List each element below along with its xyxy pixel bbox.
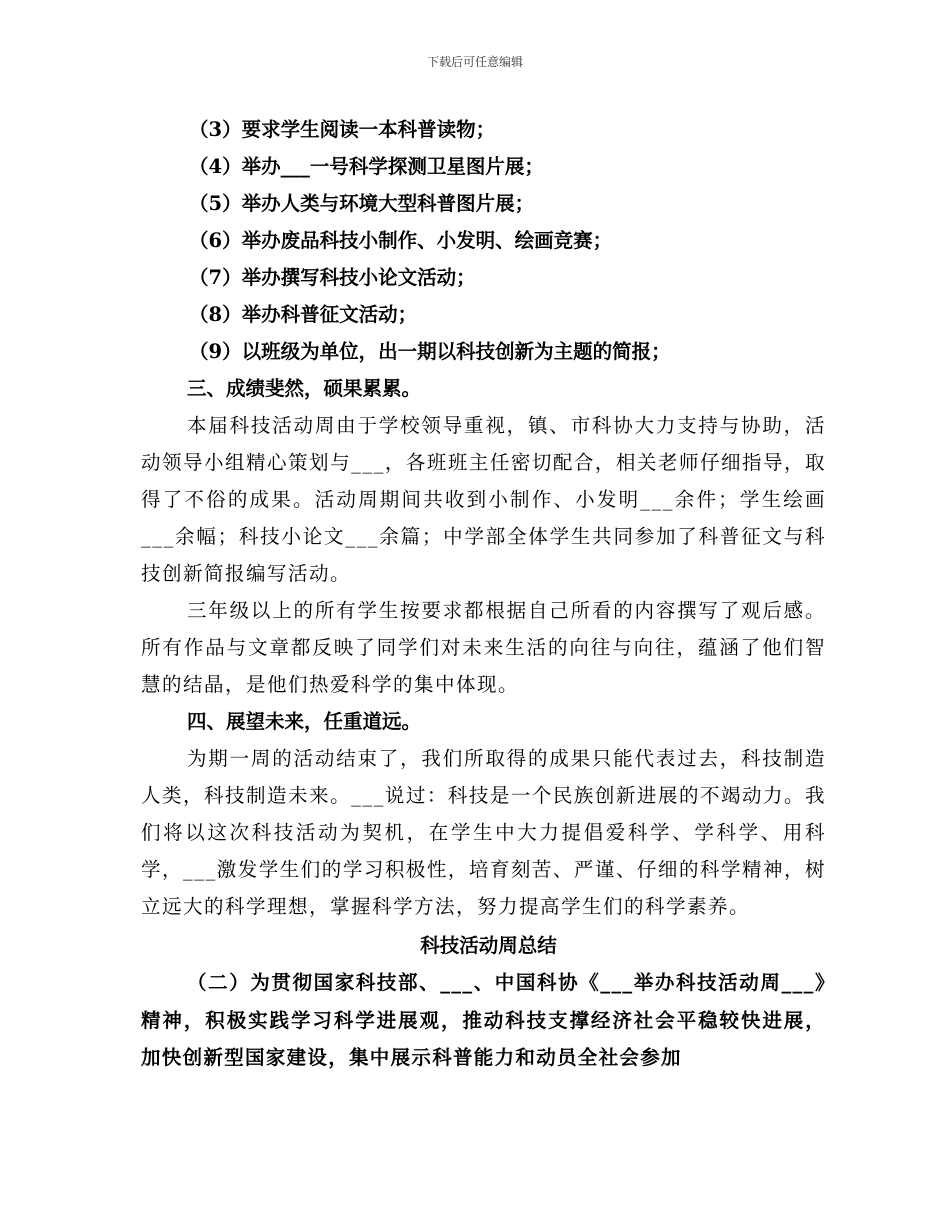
list-item: （5）举办人类与环境大型科普图片展； bbox=[189, 192, 535, 215]
list-item: （8）举办科普征文活动； bbox=[189, 303, 418, 326]
closing-paragraph: （二）为贯彻国家科技部、___、中国科协《___举办科技活动周___》精神，积极实践学习科学进展观，推动科技支撑经济社会平稳较快进展，加快创新型国家建设，集中展示科普能力和动员全社会参加 bbox=[141, 971, 826, 1069]
page-header: 下载后可任意编辑 bbox=[426, 55, 523, 69]
list-item: （4）举办___一号科学探测卫星图片展； bbox=[189, 155, 544, 178]
section-heading-3: 三、成绩斐然，硕果累累。 bbox=[187, 377, 422, 400]
list-item: （9）以班级为单位，出一期以科技创新为主题的简报； bbox=[189, 340, 671, 363]
list-item: （7）举办撰写科技小论文活动； bbox=[189, 266, 476, 289]
section-4-paragraph-1: 为期一周的活动结束了，我们所取得的成果只能代表过去，科技制造人类，科技制造未来。___说过：科技是一个民族创新进展的不竭动力。我们将以这次科技活动为契机，在学生中大力提倡爱科学、学科学、用科学，___激发学生们的学习积极性，培育刻苦、严谨、仔细的科学精神，树立远大的科学理想，掌握科学方法，努力提高学生们的科学素养。 bbox=[141, 747, 826, 918]
document-body bbox=[141, 111, 826, 1077]
section-heading-4: 四、展望未来，任重道远。 bbox=[187, 710, 422, 733]
document-title: 科技活动周总结 bbox=[420, 934, 557, 957]
list-item: （3）要求学生阅读一本科普读物； bbox=[189, 118, 496, 141]
section-3-paragraph-2: 三年级以上的所有学生按要求都根据自己所看的内容撰写了观后感。所有作品与文章都反映了同学们对未来生活的向往与向往，蕴涵了他们智慧的结晶，是他们热爱科学的集中体现。 bbox=[141, 599, 826, 696]
section-3-paragraph-1: 本届科技活动周由于学校领导重视，镇、市科协大力支持与协助，活动领导小组精心策划与___，各班班主任密切配合，相关老师仔细指导，取得了不俗的成果。活动周期间共收到小制作、小发明___余件；学生绘画___余幅；科技小论文___余篇；中学部全体学生共同参加了科普征文与科技创新简报编写活动。 bbox=[141, 414, 826, 585]
list-item: （6）举办废品科技小制作、小发明、绘画竞赛； bbox=[189, 229, 613, 252]
